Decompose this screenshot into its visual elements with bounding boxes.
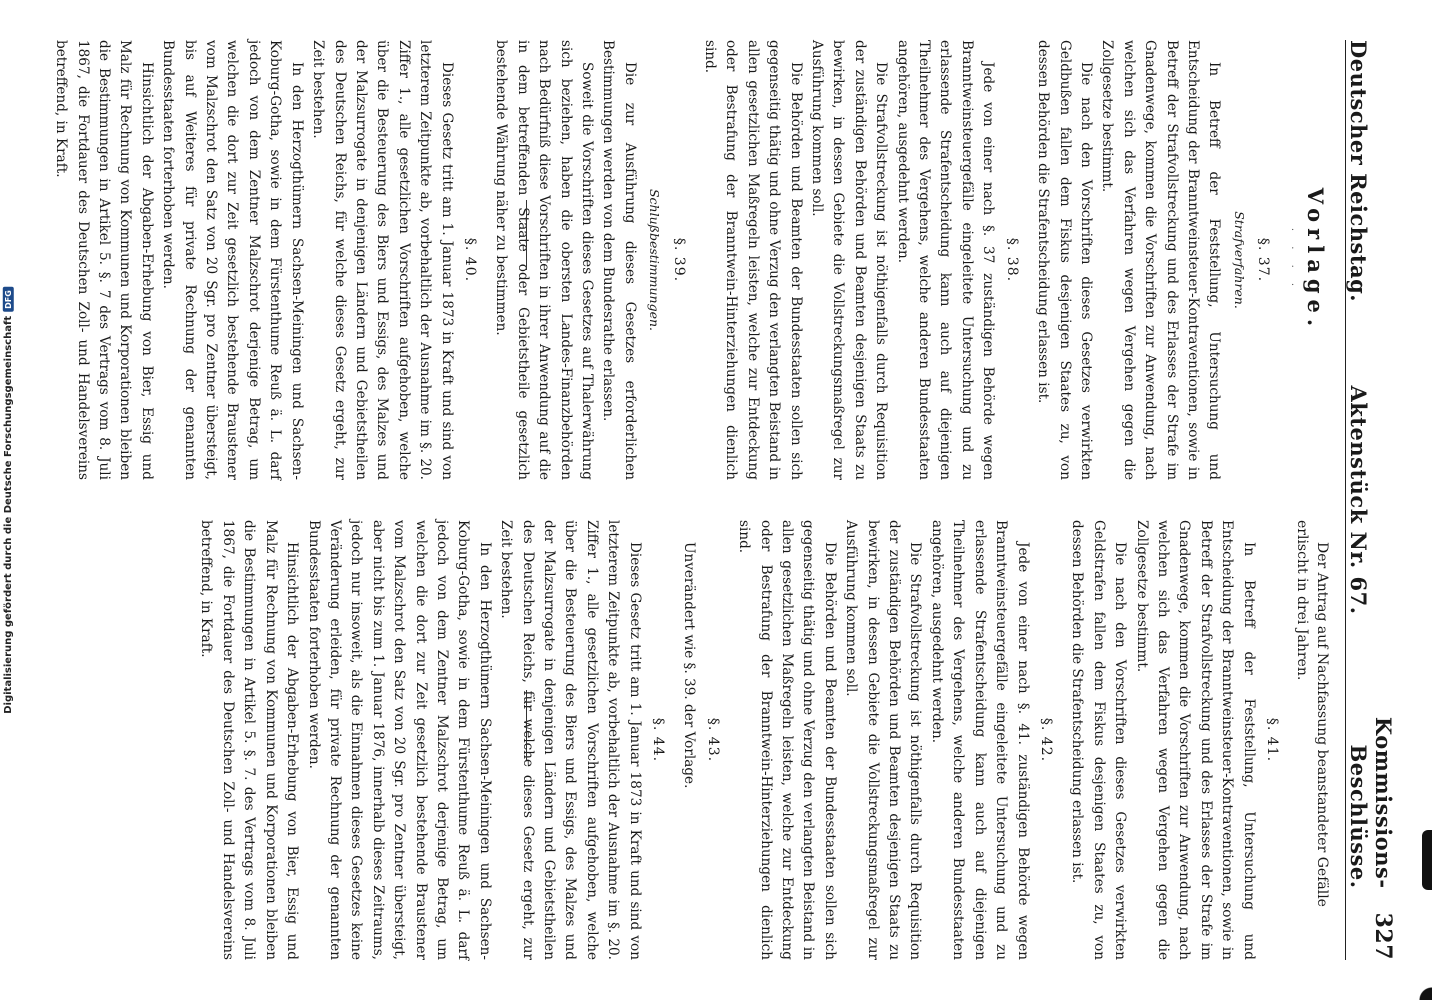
left-sections	[50, 40, 1273, 480]
section-heading: §. 39.	[670, 237, 687, 283]
scan-edge-shadow	[1404, 970, 1432, 1000]
section-paragraph: In Betreff der Feststellung, Untersuchung und Entscheidung der Branntweinsteuer-Kontraventionen, sowie in Betreff der Strafvollstreckung und des Erlasses der Strafe im Gnadenwege, kommen die Vorschriften zur Anwendung, nach welchen sich das Verfahren wegen Vergehen gegen die Zollgesetze bestimmt.	[1099, 40, 1223, 480]
right-column	[195, 520, 1332, 960]
right-sections	[195, 520, 1282, 960]
title-ornament: . . . .	[1288, 227, 1300, 293]
right-column-subtitle: Der Antrag auf Nachfassung beanstandeter Gefälle erlischt in drei Jahren.	[1294, 520, 1330, 907]
section-paragraph: In den Herzogthümern Sachsen-Meiningen und Sachsen-Koburg-Gotha, sowie in dem Fürstenthume Reuß ä. L. darf jedoch von dem Zentner Malzschrot derjenige Betrag, um welchen die dort zur Zeit gesetzlich bestehende Braustener vom Malzschrot den Satz von 20 Sgr. pro Zentner übersteigt, aber nicht bis zum 1. Januar 1876, innerhalb dieses Zeitraums, jedoch nur insoweit, als die Einnahmen dieses Gesetzes keine Veränderung erleiden, für private Rechnung der genannten Bundesstaaten forterhoben werden.	[305, 520, 493, 960]
page-number: 327	[1370, 912, 1396, 961]
section-heading: §. 37.	[1255, 237, 1272, 283]
section-paragraph: Die zur Ausführung dieses Gesetzes erforderlichen Bestimmungen werden von dem Bundesrathe erlassen.	[600, 40, 638, 480]
header-left: Deutscher Reichstag.	[1346, 40, 1371, 303]
section-heading: §. 40.	[461, 237, 478, 283]
section-heading: §. 41.	[1264, 717, 1280, 763]
section-paragraph: Unverändert wie §. 39. der Vorlage.	[681, 542, 698, 789]
section-paragraph: In den Herzogthümern Sachsen-Meiningen und Sachsen-Koburg-Gotha, sowie in dem Fürstenthume Reuß ä. L. darf jedoch von dem Zentner Malzschrot derjenige Betrag, um welchen die dort zur Zeit gesetzlich bestehende Braustener vom Malzschrot den Satz von 20 Sgr. pro Zentner übersteigt, bis auf Weiteres für private Rechnung der genannten Bundesstaaten forterhoben werden.	[160, 40, 305, 480]
section-paragraph: Die Strafvollstreckung ist nöthigenfalls durch Requisition der zuständigen Behörden und Beamten desjenigen Staats zu bewirken, in dessen Gebiete die Vollstreckungsmaßregel zur Ausführung kommen soll.	[843, 520, 924, 960]
section-heading: §. 44.	[650, 717, 667, 763]
section-subheading: Strafverfahren.	[1231, 211, 1247, 309]
page-header	[1345, 40, 1396, 961]
section-paragraph: Dieses Gesetz tritt am 1. Januar 1873 in Kraft und sind von letzterem Zeitpunkte ab, vorbehaltlich der Ausnahme im §. 20. Ziffer 1., alle gesetzlichen Vorschriften aufgehoben, welche über die Besteuerung des Biers und Essigs, des Malzes und der Malzsurrogate in denjenigen Ländern und Gebietstheilen des Deutschen Reichs, für welche dieses Gesetz ergeht, zur Zeit bestehen.	[310, 40, 455, 480]
section-paragraph: In Betreff der Feststellung, Untersuchung und Entscheidung der Branntweinsteuer-Kontraventionen, sowie in Betreff der Strafvollstreckung und des Erlasses der Strafe im Gnadenwege, kommen die Vorschriften zur Anwendung, nach welchen sich das Verfahren wegen Vergehen gegen die Zollgesetze bestimmt.	[1133, 520, 1257, 960]
header-right: Kommissions-Beschlüsse.	[1346, 716, 1396, 889]
header-middle: Aktenstück Nr. 67.	[1346, 385, 1371, 615]
section-paragraph: Jede von einer nach §. 41. zuständigen Behörde wegen Branntweinsteuergefälle eingeleitete Untersuchung und zu erlassende Strafentscheidung kann auch auf diejenigen Theilnehmer des Vergehens, welche anderen Bundesstaaten angehören, ausgedehnt werden.	[928, 520, 1031, 960]
right-end-rule	[526, 690, 527, 760]
section-paragraph: Hinsichtlich der Abgaben-Erhebung von Bier, Essig und Malz für Rechnung von Kommunen und Korporationen bleiben die Bestimmungen in Artikel 5. §. 7. des Vertrags vom 8. Juli 1867, die Fortdauer des Deutschen Zoll- und Handelsvereins betreffend, in Kraft.	[198, 520, 301, 960]
section-paragraph: Soweit die Vorschriften dieses Gesetzes auf Thalerwährung sich beziehen, haben die obersten Landes-Finanzbehörden nach Bedürfniß diese Vorschriften in ihrer Anwendung auf die in dem betreffenden Staate oder Gebietstheile gesetzlich bestehende Währung näher zu bestimmen.	[493, 40, 595, 480]
section-paragraph: Die nach den Vorschriften dieses Gesetzes verwirkten Geldbußen fallen dem Fiskus desjenigen Staates zu, von dessen Behörden die Strafentscheidung erlassen ist.	[1035, 40, 1094, 480]
section-paragraph: Die Behörden und Beamten der Bundesstaaten sollen sich gegenseitig thätig und ohne Verzug den verlangten Beistand in allen gesetzlichen Maßregeln leisten, welche zur Entdeckung oder Bestrafung der Branntwein-Hinterziehungen dienlich sind.	[702, 40, 804, 480]
left-column	[50, 40, 1332, 480]
section-heading: §. 43.	[704, 717, 721, 763]
credit-text: Digitalisierung gefördert durch die Deutsche Forschungsgemeinschaft	[2, 315, 14, 714]
section-heading: §. 38.	[1003, 237, 1020, 283]
section-paragraph: Die nach den Vorschriften dieses Gesetzes verwirkten Geldstrafen fallen dem Fiskus desjenigen Staates zu, von dessen Behörden die Strafentscheidung erlassen ist.	[1069, 520, 1129, 960]
scan-edge-clip	[1422, 830, 1432, 890]
section-heading: §. 42.	[1037, 717, 1054, 763]
left-column-title: Vorlage.	[1303, 187, 1328, 333]
left-end-rule	[526, 200, 527, 270]
section-subheading: Schlußbestimmungen.	[647, 188, 663, 332]
dfg-logo: DFG	[3, 287, 14, 312]
section-paragraph: Jede von einer nach §. 37 zuständigen Behörde wegen Branntweinsteuergefälle eingeleitete Untersuchung und zu erlassende Strafentscheidung kann auch auf diejenigen Theilnehmer des Vergehens, welche anderen Bundesstaaten angehören, ausgedehnt werden.	[894, 40, 997, 480]
section-paragraph: Hinsichtlich der Abgaben-Erhebung von Bier, Essig und Malz für Rechnung von Kommunen und Korporationen bleiben die Bestimmungen in Artikel 5. §. 7 des Vertrags vom 8. Juli 1867, die Fortdauer des Deutschen Zoll- und Handelsvereins betreffend, in Kraft.	[53, 40, 155, 480]
section-paragraph: Die Strafvollstreckung ist nöthigenfalls durch Requisition der zuständigen Behörden und Beamten desjenigen Staats zu bewirken, in dessen Gebiete die Vollstreckungsmaßregel zur Ausführung kommen soll.	[809, 40, 890, 480]
section-paragraph: Die Behörden und Beamten der Bundesstaaten sollen sich gegenseitig thätig und ohne Verzug den verlangten Beistand in allen gesetzlichen Maßregeln leisten, welche zur Entdeckung oder Bestrafung der Branntwein-Hinterziehungen dienlich sind.	[736, 520, 838, 960]
digitization-credit	[1, 0, 15, 1000]
section-paragraph: Dieses Gesetz tritt am 1. Januar 1873 in Kraft und sind von letzterem Zeitpunkte ab, vorbehaltlich der Ausnahme im §. 20. Ziffer 1., alle gesetzlichen Vorschriften aufgehoben, welche über die Besteuerung des Biers und Essigs, des Malzes und der Malzsurrogate in denjenigen Ländern und Gebietstheilen des Deutschen Reichs, für welche dieses Gesetz ergeht, zur Zeit bestehen.	[498, 520, 643, 960]
